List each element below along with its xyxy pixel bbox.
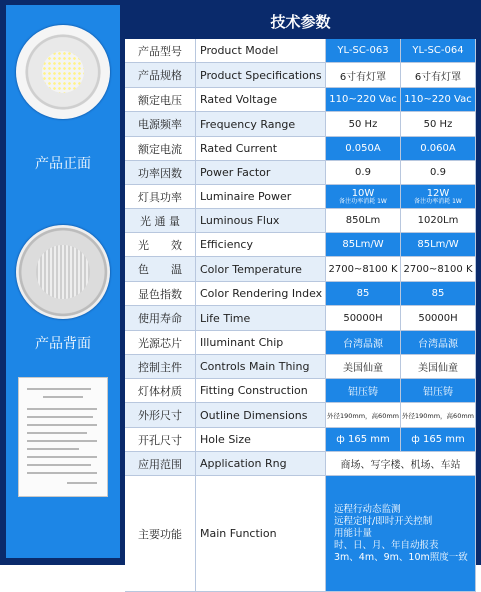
value-063: 85 <box>326 282 401 306</box>
row-label-en: Frequency Range <box>196 112 326 137</box>
row-label-cn: 产品规格 <box>125 63 196 88</box>
row-label-cn: 电源频率 <box>125 112 196 137</box>
main-function-list <box>326 476 476 592</box>
front-label: 产品正面 <box>35 155 91 171</box>
row-label-cn: 使用寿命 <box>125 306 196 331</box>
row-label-en: Color Rendering Index <box>196 282 326 306</box>
function-item: 3m、4m、9m、10m照度一致 <box>334 551 468 563</box>
row-label-en: Color Temperature <box>196 257 326 282</box>
value-063: YL-SC-063 <box>326 39 401 63</box>
row-label-cn: 外形尺寸 <box>125 403 196 428</box>
value-064 <box>401 185 476 209</box>
row-label-cn: 额定电压 <box>125 88 196 112</box>
table-row <box>125 185 476 209</box>
value-064: 50 Hz <box>401 112 476 137</box>
back-label: 产品背面 <box>35 335 91 351</box>
row-label-en: Rated Voltage <box>196 88 326 112</box>
product-photo-panel <box>6 5 120 558</box>
row-label-cn: 显色指数 <box>125 282 196 306</box>
power-value: 12W <box>426 188 450 199</box>
page-title: 技术参数 <box>125 5 476 39</box>
value-064: 外径190mm，高60mm <box>401 403 476 428</box>
row-label-cn: 灯体材质 <box>125 379 196 403</box>
row-label-cn: 控制主件 <box>125 355 196 379</box>
value-064: 85 <box>401 282 476 306</box>
value-063: 台湾晶源 <box>326 331 401 355</box>
table-row <box>125 209 476 233</box>
value-063: 850Lm <box>326 209 401 233</box>
value-063: ф 165 mm <box>326 428 401 452</box>
value-063: 0.050A <box>326 137 401 161</box>
table-row <box>125 306 476 331</box>
value-063 <box>326 185 401 209</box>
value-063: 50000H <box>326 306 401 331</box>
value-064: 1020Lm <box>401 209 476 233</box>
table-row <box>125 112 476 137</box>
table-row <box>125 88 476 112</box>
function-item: 远程行动态监测 <box>334 503 401 515</box>
power-note: 备注功率消耗 1W <box>339 198 387 205</box>
row-label-cn: 开孔尺寸 <box>125 428 196 452</box>
row-label-en: Outline Dimensions <box>196 403 326 428</box>
power-value: 10W <box>351 188 375 199</box>
value-063: 6寸有灯罩 <box>326 63 401 88</box>
value-063: 110~220 Vac <box>326 88 401 112</box>
row-label-en: Hole Size <box>196 428 326 452</box>
value-063: 美国仙童 <box>326 355 401 379</box>
value-064: 0.9 <box>401 161 476 185</box>
table-row <box>125 257 476 282</box>
row-label-cn: 光 通 量 <box>125 209 196 233</box>
value-063: 2700~8100 K <box>326 257 401 282</box>
value-064: 50000H <box>401 306 476 331</box>
row-label-en: Rated Current <box>196 137 326 161</box>
value-063: 外径190mm，高60mm <box>326 403 401 428</box>
row-label-en: Application Rng <box>196 452 326 476</box>
application-range-value: 商场、写字楼、机场、车站 <box>326 452 476 476</box>
row-label-en: Power Factor <box>196 161 326 185</box>
product-front-photo <box>16 25 110 119</box>
power-note: 备注功率消耗 1W <box>414 198 462 205</box>
function-item: 时、日、月、年自动报表 <box>334 539 439 551</box>
product-back-photo <box>16 225 110 319</box>
value-064: 2700~8100 K <box>401 257 476 282</box>
value-063: 0.9 <box>326 161 401 185</box>
row-label-en: Luminaire Power <box>196 185 326 209</box>
table-row <box>125 403 476 428</box>
value-064: YL-SC-064 <box>401 39 476 63</box>
table-row <box>125 331 476 355</box>
row-label-cn: 灯具功率 <box>125 185 196 209</box>
row-label-en: Luminous Flux <box>196 209 326 233</box>
row-label-cn: 光 效 <box>125 233 196 257</box>
row-label-cn: 应用范围 <box>125 452 196 476</box>
row-label-en: Efficiency <box>196 233 326 257</box>
row-label-cn: 产品型号 <box>125 39 196 63</box>
row-label-en: Product Specifications <box>196 63 326 88</box>
table-row <box>125 452 476 476</box>
table-row <box>125 161 476 185</box>
value-063: 85Lm/W <box>326 233 401 257</box>
value-064: 110~220 Vac <box>401 88 476 112</box>
row-label-en: Product Model <box>196 39 326 63</box>
row-label-cn: 光源芯片 <box>125 331 196 355</box>
function-item: 远程定时/即时开关控制 <box>334 515 433 527</box>
table-row <box>125 428 476 452</box>
table-row <box>125 355 476 379</box>
table-row <box>125 63 476 88</box>
function-item: 用能计量 <box>334 527 373 539</box>
row-label-en: Life Time <box>196 306 326 331</box>
value-063: 50 Hz <box>326 112 401 137</box>
value-064: 铝压铸 <box>401 379 476 403</box>
certificate-image <box>18 377 108 497</box>
table-row <box>125 282 476 306</box>
table-row <box>125 137 476 161</box>
row-label-en: Main Function <box>196 476 326 592</box>
table-row <box>125 233 476 257</box>
table-row <box>125 476 476 592</box>
value-064: 6寸有灯罩 <box>401 63 476 88</box>
value-064: 美国仙童 <box>401 355 476 379</box>
table-row <box>125 379 476 403</box>
value-063: 铝压铸 <box>326 379 401 403</box>
value-064: 0.060A <box>401 137 476 161</box>
row-label-en: Controls Main Thing <box>196 355 326 379</box>
table-row <box>125 39 476 63</box>
value-064: 85Lm/W <box>401 233 476 257</box>
row-label-cn: 色 温 <box>125 257 196 282</box>
row-label-en: Illuminant Chip <box>196 331 326 355</box>
row-label-cn: 额定电流 <box>125 137 196 161</box>
row-label-en: Fitting Construction <box>196 379 326 403</box>
value-064: 台湾晶源 <box>401 331 476 355</box>
row-label-cn: 功率因数 <box>125 161 196 185</box>
value-064: ф 165 mm <box>401 428 476 452</box>
row-label-cn: 主要功能 <box>125 476 196 592</box>
